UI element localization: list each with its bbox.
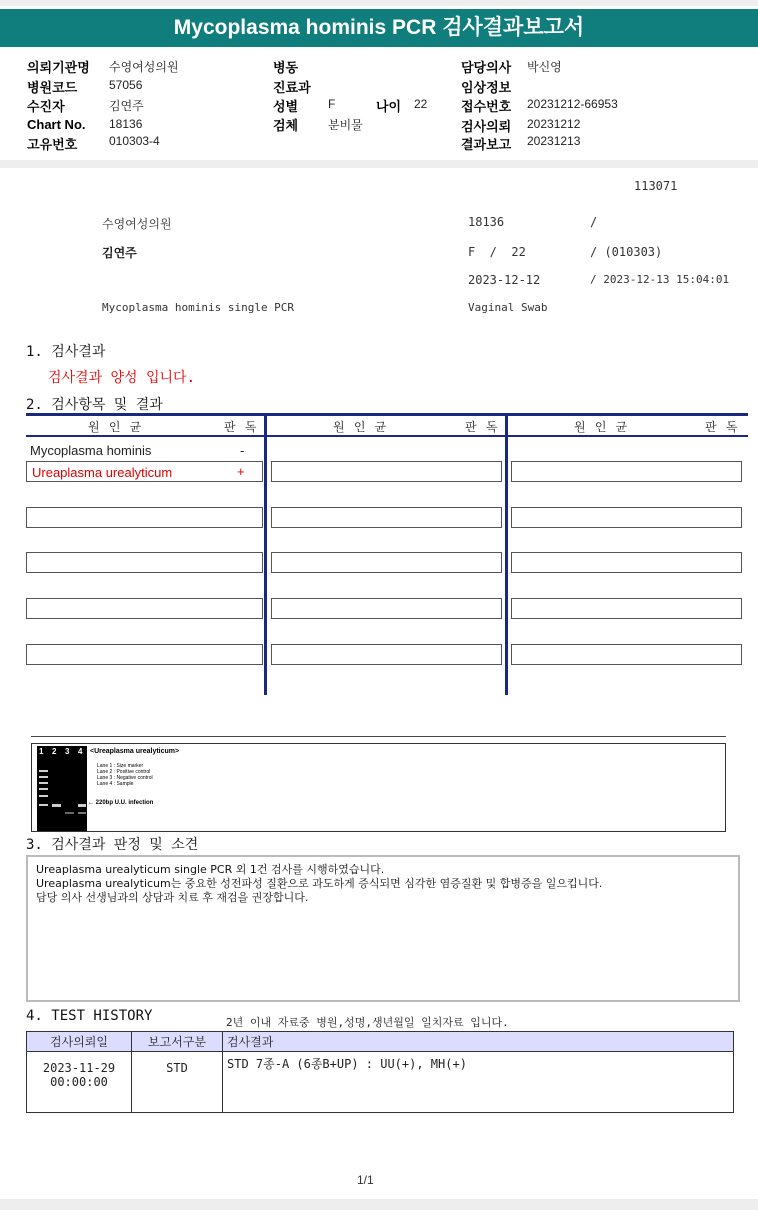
col-header-judgment: 판 독 <box>705 420 739 434</box>
empty-cell <box>271 507 502 528</box>
table-header-rule <box>26 435 748 437</box>
table-top-rule <box>26 413 748 416</box>
summary-hospital: 수영여성의원 <box>102 217 172 231</box>
gel-arrow-label: ← 220bp U.U. infection <box>88 800 154 806</box>
info-label: 병동 <box>273 60 299 75</box>
empty-cell <box>271 644 502 665</box>
summary-chart: 18136 <box>468 215 505 229</box>
pathogen-result: - <box>240 443 245 458</box>
summary-specimen: Vaginal Swab <box>468 301 548 314</box>
comment-line: Ureaplasma urealyticum는 중요한 성전파성 질환으로 과도하게 증식되면 심각한 염증질환 및 합병증을 일으킵니다. <box>36 877 603 890</box>
info-label: 병원코드 <box>27 80 78 95</box>
empty-cell <box>271 461 502 482</box>
empty-cell <box>271 598 502 619</box>
col-header-judgment: 판 독 <box>465 420 499 434</box>
empty-cell <box>271 552 502 573</box>
col-header-pathogen: 원 인 균 <box>333 420 388 434</box>
empty-cell <box>511 552 742 573</box>
info-label: 결과보고 <box>461 137 512 152</box>
history-header-type: 보고서구분 <box>132 1032 223 1052</box>
section-divider <box>0 160 758 168</box>
info-label: 검사의뢰 <box>461 119 512 134</box>
info-value: 20231212-66953 <box>527 97 618 111</box>
lane-number: 1 <box>39 747 44 756</box>
empty-cell <box>511 507 742 528</box>
history-type: STD <box>132 1052 223 1113</box>
report-title: Mycoplasma hominis PCR 검사결과보고서 <box>0 9 758 47</box>
summary-slash: / <box>590 215 598 229</box>
empty-cell <box>511 461 742 482</box>
gel-band <box>39 782 48 784</box>
comment-box <box>26 855 740 1002</box>
age-value: 22 <box>414 97 428 111</box>
gel-band <box>39 776 48 778</box>
bottom-strip <box>0 1199 758 1210</box>
empty-cell <box>26 598 263 619</box>
col-header-pathogen: 원 인 균 <box>88 420 143 434</box>
section-2-heading: 2. 검사항목 및 결과 <box>26 397 163 413</box>
summary-test-name: Mycoplasma hominis single PCR <box>102 301 295 314</box>
comment-line: 담당 의사 선생님과의 상담과 치료 후 재검을 권장합니다. <box>36 891 309 904</box>
info-value: 김연주 <box>109 99 144 113</box>
gel-title: <Ureaplasma urealyticum> <box>90 748 180 755</box>
info-label: 고유번호 <box>27 137 78 152</box>
info-value: 수영여성의원 <box>109 60 179 74</box>
info-value: 57056 <box>109 78 143 92</box>
lane-number: 2 <box>52 747 57 756</box>
info-value: 010303-4 <box>109 134 160 148</box>
column-divider <box>505 413 508 695</box>
gel-band <box>65 812 74 814</box>
gel-legend <box>97 763 153 787</box>
summary-request-date: 2023-12-12 <box>468 273 541 287</box>
history-result: STD 7종-A (6종B+UP) : UU(+), MH(+) <box>223 1052 734 1113</box>
summary-sex-age: F / 22 <box>468 245 526 259</box>
pathogen-name: Mycoplasma hominis <box>30 443 152 458</box>
empty-cell <box>26 507 263 528</box>
page-number: 1/1 <box>357 1173 374 1187</box>
gel-band <box>52 804 61 807</box>
history-date: 2023-11-29 <box>42 1061 116 1075</box>
section-4-heading: 4. TEST HISTORY <box>26 1008 153 1024</box>
pathogen-result: + <box>237 464 245 479</box>
info-value: F <box>328 97 336 111</box>
history-table <box>26 1031 734 1113</box>
info-label: 담당의사 <box>461 60 512 75</box>
age-label: 나이 <box>376 99 402 114</box>
info-value: 20231212 <box>527 117 581 131</box>
summary-code: 113071 <box>634 179 678 193</box>
result-text: 검사결과 양성 입니다. <box>48 370 196 386</box>
lane-number: 4 <box>78 747 83 756</box>
gel-band <box>39 795 48 797</box>
gel-figure <box>31 743 726 832</box>
section-3-heading: 3. 검사결과 판정 및 소견 <box>26 837 199 853</box>
empty-cell <box>511 598 742 619</box>
gel-image <box>37 746 87 831</box>
section-1-heading: 1. 검사결과 <box>26 344 106 360</box>
empty-cell <box>511 644 742 665</box>
column-divider <box>264 413 267 695</box>
legend-item: Lane 1 : Size marker <box>97 763 144 769</box>
legend-item: Lane 4 : Sample <box>97 781 134 787</box>
pathogen-name: Ureaplasma urealyticum <box>32 465 173 480</box>
empty-cell <box>26 644 263 665</box>
info-label: 접수번호 <box>461 99 512 114</box>
col-header-judgment: 판 독 <box>224 420 258 434</box>
table-row <box>27 1052 734 1113</box>
empty-cell <box>26 552 263 573</box>
info-label: 검체 <box>273 118 299 133</box>
history-date-cell <box>27 1052 132 1113</box>
gel-band <box>39 788 48 790</box>
summary-report-datetime: / 2023-12-13 15:04:01 <box>590 273 730 286</box>
gel-top-rule <box>31 736 726 737</box>
history-header-result: 검사결과 <box>223 1032 734 1052</box>
summary-patient: 김연주 <box>102 246 137 260</box>
legend-item: Lane 3 : Negative control <box>97 775 153 781</box>
history-time: 00:00:00 <box>50 1075 108 1089</box>
info-label: 성별 <box>273 99 299 114</box>
info-label: 의뢰기관명 <box>27 60 90 75</box>
info-label: 수진자 <box>27 99 65 114</box>
lane-number: 3 <box>65 747 70 756</box>
info-label: 진료과 <box>273 80 311 95</box>
gel-band <box>78 812 86 814</box>
info-value: 분비물 <box>328 118 363 132</box>
info-value: 박신영 <box>527 60 562 74</box>
info-label: 임상정보 <box>461 80 512 95</box>
history-header-date: 검사의뢰일 <box>27 1032 132 1052</box>
legend-item: Lane 2 : Positive control <box>97 769 151 775</box>
col-header-pathogen: 원 인 균 <box>574 420 629 434</box>
comment-line: Ureaplasma urealyticum single PCR 외 1건 검사를 시행하였습니다. <box>36 863 385 876</box>
top-strip <box>0 0 758 6</box>
info-value: 18136 <box>109 117 143 131</box>
info-label: Chart No. <box>27 117 86 132</box>
gel-band <box>39 804 48 806</box>
info-value: 20231213 <box>527 134 581 148</box>
gel-band <box>78 804 86 807</box>
summary-id: / (010303) <box>590 245 663 259</box>
gel-band <box>39 770 48 772</box>
history-note: 2년 이내 자료중 병원,성명,생년월일 일치자료 입니다. <box>226 1016 509 1029</box>
